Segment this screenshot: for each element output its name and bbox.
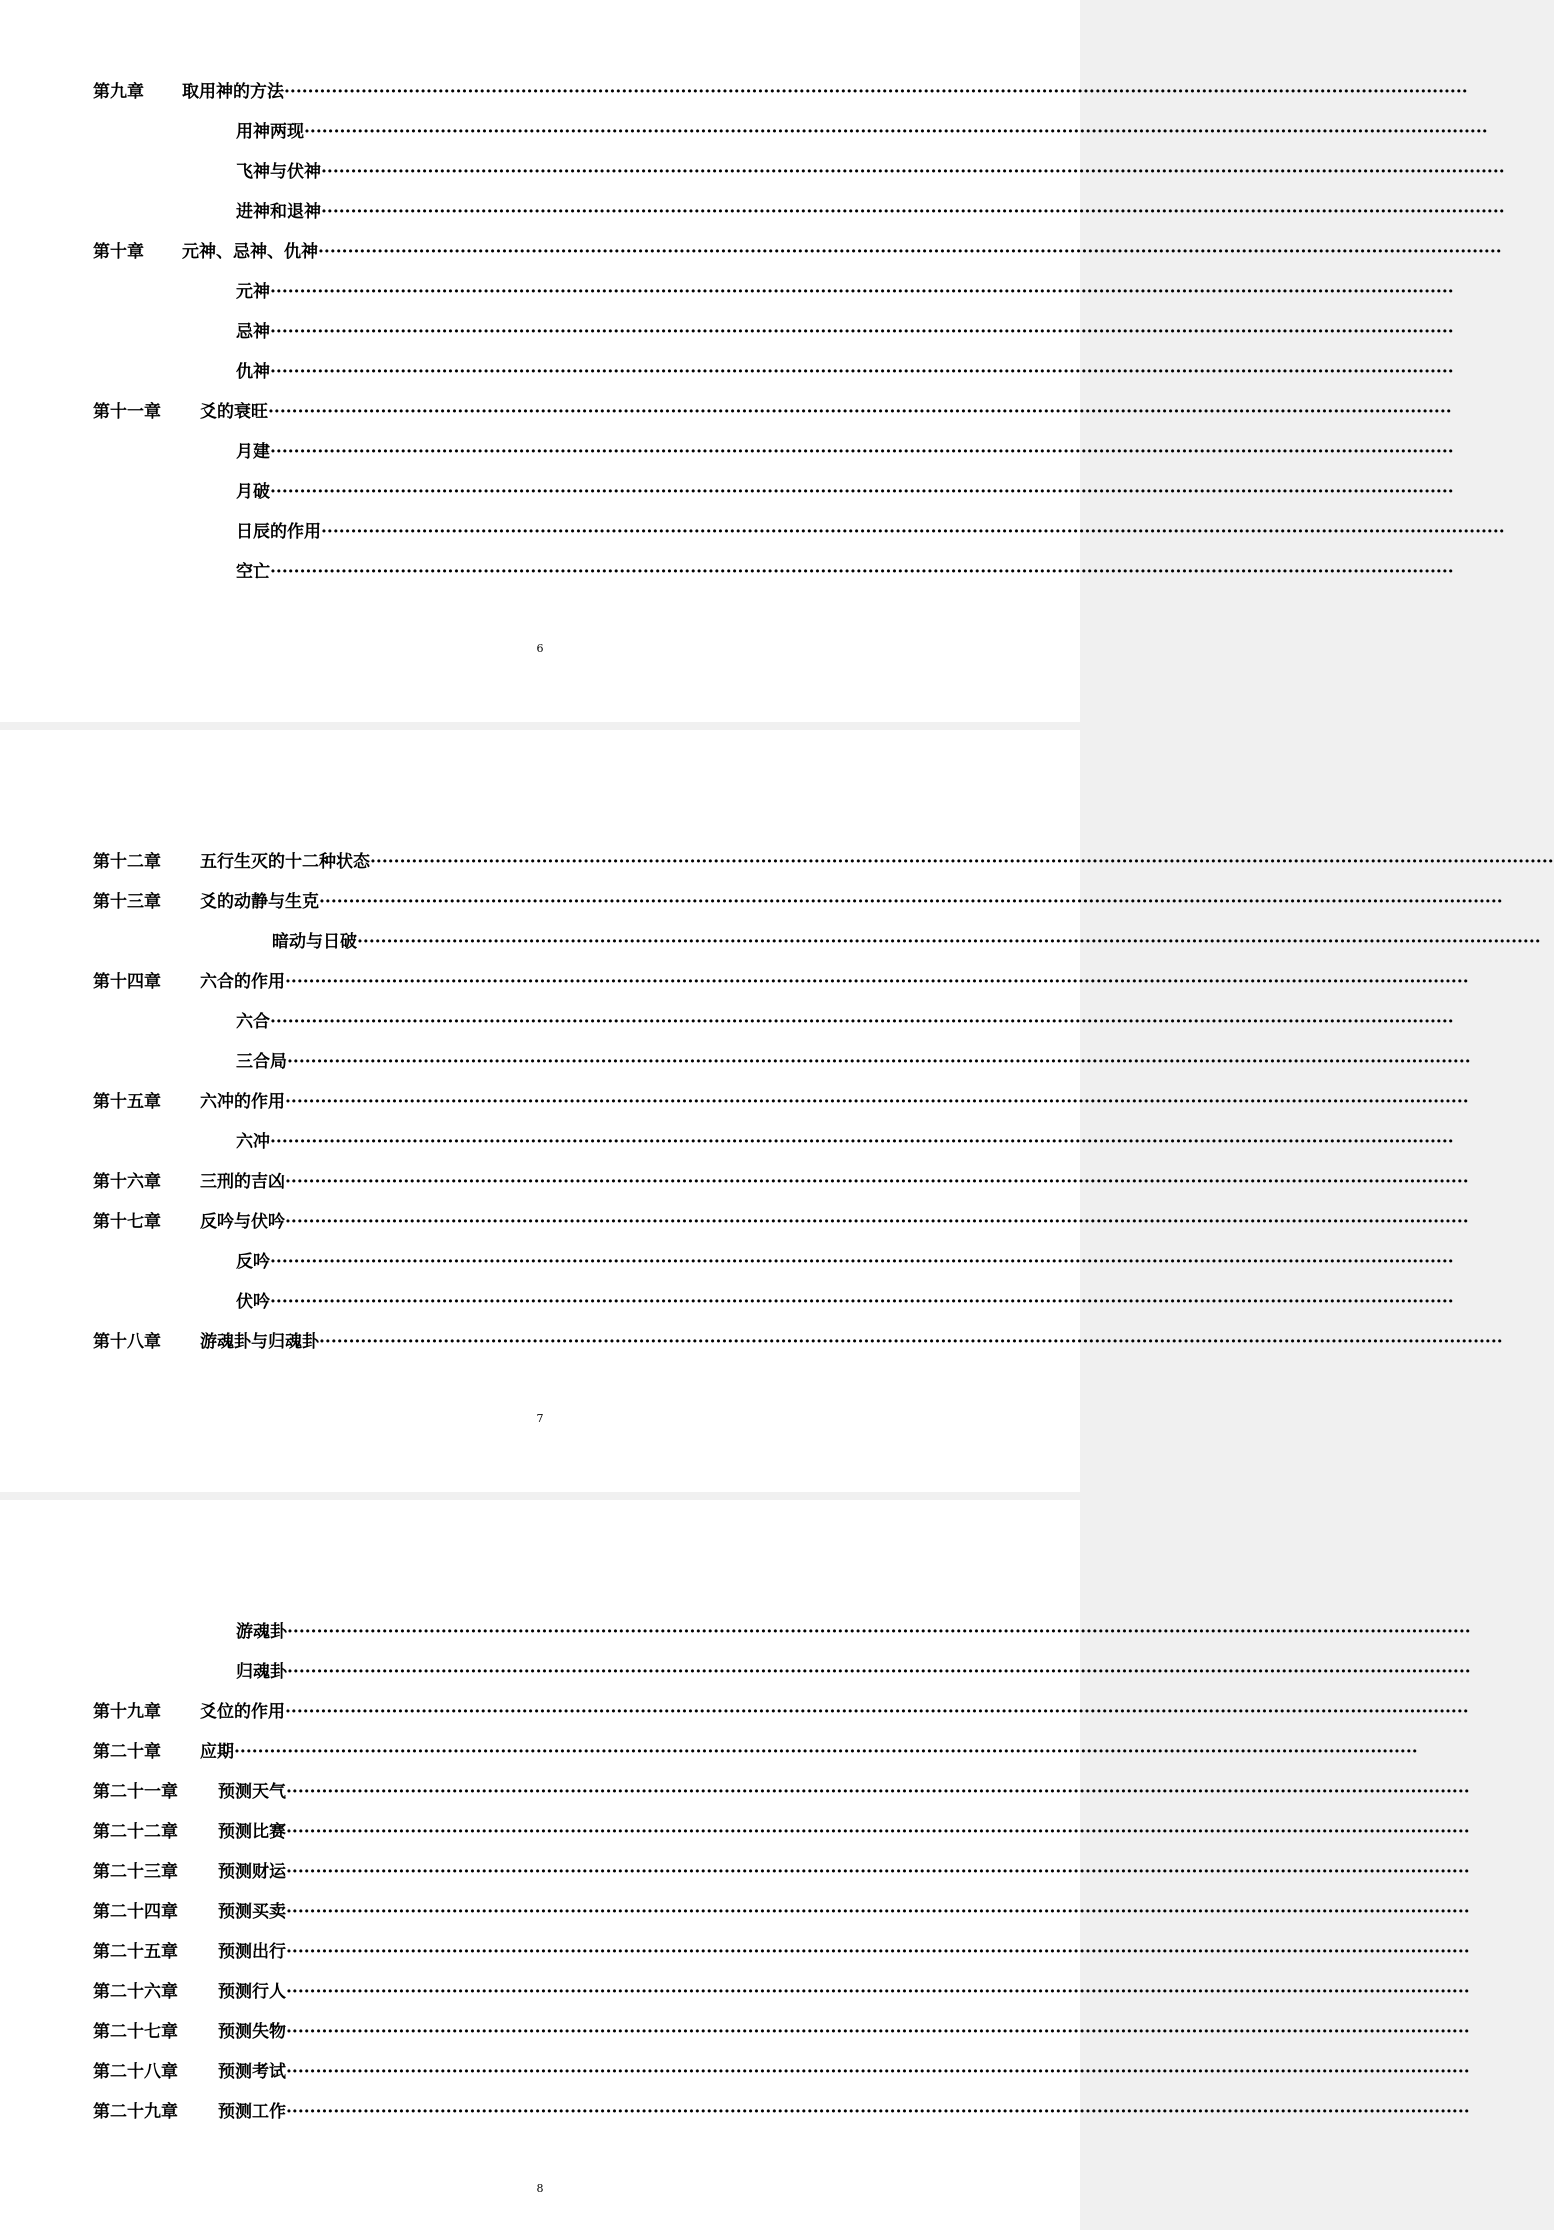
chapter-number: 第二十七章 <box>93 2022 178 2042</box>
leader-dots: ········································································································································································································ <box>286 2022 1470 2042</box>
section-title: 六冲 <box>236 1132 270 1152</box>
section-title: 暗动与日破 <box>272 932 357 952</box>
toc-entry-section[interactable] <box>236 1620 1471 1644</box>
toc-entry-chapter[interactable] <box>93 1980 1470 2004</box>
chapter-number: 第十二章 <box>93 852 161 872</box>
chapter-title: 爻位的作用 <box>200 1702 285 1722</box>
section-title: 飞神与伏神 <box>236 162 321 182</box>
chapter-title: 预测比赛 <box>218 1822 286 1842</box>
leader-dots: ········································································································································································································ <box>270 1252 1454 1272</box>
toc-entry-section[interactable] <box>236 1290 1454 1314</box>
toc-entry-chapter[interactable] <box>93 400 1452 424</box>
leader-dots: ········································································································································································································ <box>287 1662 1471 1682</box>
toc-entry-chapter[interactable] <box>93 2060 1470 2084</box>
section-title: 月建 <box>236 442 270 462</box>
leader-dots: ········································································································································································································ <box>284 82 1468 102</box>
leader-dots: ········································································································································································································ <box>285 1092 1469 1112</box>
chapter-title: 反吟与伏吟 <box>200 1212 285 1232</box>
leader-dots: ········································································································································································································ <box>285 1212 1469 1232</box>
chapter-title: 六冲的作用 <box>200 1092 285 1112</box>
toc-entry-chapter[interactable] <box>93 1780 1470 1804</box>
leader-dots: ········································································································································································································ <box>319 1332 1503 1352</box>
leader-dots: ········································································································································································································ <box>270 1012 1454 1032</box>
chapter-title: 六合的作用 <box>200 972 285 992</box>
toc-entry-chapter[interactable] <box>93 2100 1470 2124</box>
document-page <box>0 730 1554 1492</box>
leader-dots: ········································································································································································································ <box>286 2062 1470 2082</box>
toc-entry-chapter[interactable] <box>93 1740 1418 1764</box>
leader-dots: ········································································································································································································ <box>286 1982 1470 2002</box>
toc-entry-section[interactable] <box>236 480 1454 504</box>
toc-entry-section[interactable] <box>236 1250 1454 1274</box>
section-title: 忌神 <box>236 322 270 342</box>
section-title: 用神两现 <box>236 122 304 142</box>
chapter-number: 第十八章 <box>93 1332 161 1352</box>
leader-dots: ········································································································································································································ <box>370 852 1554 872</box>
toc-entry-section[interactable] <box>236 1010 1454 1034</box>
leader-dots: ········································································································································································································ <box>286 1822 1470 1842</box>
toc-entry-section[interactable] <box>236 1130 1454 1154</box>
chapter-number: 第二十二章 <box>93 1822 178 1842</box>
toc-entry-chapter[interactable] <box>93 970 1469 994</box>
toc-entry-section[interactable] <box>236 440 1454 464</box>
toc-entry-section[interactable] <box>236 280 1454 304</box>
toc-entry-section[interactable] <box>236 120 1488 144</box>
toc-entry-chapter[interactable] <box>93 1090 1469 1114</box>
leader-dots: ········································································································································································································ <box>286 2102 1470 2122</box>
chapter-number: 第十章 <box>93 242 144 262</box>
leader-dots: ········································································································································································································ <box>287 1622 1471 1642</box>
chapter-title: 预测财运 <box>218 1862 286 1882</box>
section-title: 伏吟 <box>236 1292 270 1312</box>
section-title: 仇神 <box>236 362 270 382</box>
chapter-number: 第二十三章 <box>93 1862 178 1882</box>
chapter-title: 元神、忌神、仇神 <box>182 242 318 262</box>
toc-entry-section[interactable] <box>236 1660 1471 1684</box>
toc-entry-chapter[interactable] <box>93 890 1503 914</box>
chapter-number: 第十一章 <box>93 402 161 422</box>
leader-dots: ········································································································································································································ <box>270 1132 1454 1152</box>
chapter-number: 第十七章 <box>93 1212 161 1232</box>
leader-dots: ········································································································································································································ <box>319 892 1503 912</box>
leader-dots: ········································································································································································································ <box>321 522 1505 542</box>
document-page <box>0 0 1505 722</box>
chapter-number: 第十三章 <box>93 892 161 912</box>
section-title: 归魂卦 <box>236 1662 287 1682</box>
leader-dots: ········································································································································································································ <box>268 402 1452 422</box>
section-title: 日辰的作用 <box>236 522 321 542</box>
toc-entry-chapter[interactable] <box>93 1330 1503 1354</box>
toc-entry-section[interactable] <box>236 200 1505 224</box>
leader-dots: ········································································································································································································ <box>286 1942 1470 1962</box>
chapter-title: 预测工作 <box>218 2102 286 2122</box>
toc-entry-section[interactable] <box>236 560 1454 584</box>
chapter-number: 第十九章 <box>93 1702 161 1722</box>
chapter-title: 预测买卖 <box>218 1902 286 1922</box>
chapter-number: 第二十章 <box>93 1742 161 1762</box>
section-title: 月破 <box>236 482 270 502</box>
leader-dots: ········································································································································································································ <box>270 282 1454 302</box>
leader-dots: ········································································································································································································ <box>321 162 1505 182</box>
chapter-number: 第九章 <box>93 82 144 102</box>
page-number: 7 <box>536 1412 544 1425</box>
chapter-title: 预测天气 <box>218 1782 286 1802</box>
section-title: 元神 <box>236 282 270 302</box>
toc-entry-section[interactable] <box>272 930 1541 954</box>
leader-dots: ········································································································································································································ <box>318 242 1502 262</box>
leader-dots: ········································································································································································································ <box>287 1052 1471 1072</box>
section-title: 游魂卦 <box>236 1622 287 1642</box>
leader-dots: ········································································································································································································ <box>270 1292 1454 1312</box>
toc-entry-chapter[interactable] <box>93 1700 1469 1724</box>
toc-entry-chapter[interactable] <box>93 850 1554 874</box>
chapter-title: 应期 <box>200 1742 234 1762</box>
toc-entry-section[interactable] <box>236 160 1505 184</box>
toc-entry-chapter[interactable] <box>93 1860 1470 1884</box>
toc-entry-chapter[interactable] <box>93 1900 1470 1924</box>
chapter-number: 第十五章 <box>93 1092 161 1112</box>
chapter-number: 第二十四章 <box>93 1902 178 1922</box>
chapter-title: 爻的动静与生克 <box>200 892 319 912</box>
toc-entry-chapter[interactable] <box>93 2020 1470 2044</box>
leader-dots: ········································································································································································································ <box>270 322 1454 342</box>
leader-dots: ········································································································································································································ <box>234 1742 1418 1762</box>
page-number: 6 <box>536 642 544 655</box>
chapter-title: 预测出行 <box>218 1942 286 1962</box>
leader-dots: ········································································································································································································ <box>286 1782 1470 1802</box>
toc-entry-chapter[interactable] <box>93 1820 1470 1844</box>
leader-dots: ········································································································································································································ <box>357 932 1541 952</box>
section-title: 进神和退神 <box>236 202 321 222</box>
chapter-number: 第二十八章 <box>93 2062 178 2082</box>
toc-entry-chapter[interactable] <box>93 240 1502 264</box>
section-title: 六合 <box>236 1012 270 1032</box>
section-title: 三合局 <box>236 1052 287 1072</box>
leader-dots: ········································································································································································································ <box>270 442 1454 462</box>
page-number: 8 <box>536 2182 544 2195</box>
chapter-number: 第十六章 <box>93 1172 161 1192</box>
chapter-title: 预测失物 <box>218 2022 286 2042</box>
leader-dots: ········································································································································································································ <box>285 1702 1469 1722</box>
toc-entry-section[interactable] <box>236 520 1505 544</box>
leader-dots: ········································································································································································································ <box>285 972 1469 992</box>
toc-entry-section[interactable] <box>236 320 1454 344</box>
chapter-title: 爻的衰旺 <box>200 402 268 422</box>
toc-entry-section[interactable] <box>236 360 1454 384</box>
leader-dots: ········································································································································································································ <box>286 1862 1470 1882</box>
chapter-number: 第二十六章 <box>93 1982 178 2002</box>
chapter-title: 预测行人 <box>218 1982 286 2002</box>
section-title: 空亡 <box>236 562 270 582</box>
chapter-title: 三刑的吉凶 <box>200 1172 285 1192</box>
leader-dots: ········································································································································································································ <box>285 1172 1469 1192</box>
chapter-number: 第十四章 <box>93 972 161 992</box>
chapter-number: 第二十五章 <box>93 1942 178 1962</box>
toc-entry-chapter[interactable] <box>93 80 1468 104</box>
chapter-number: 第二十一章 <box>93 1782 178 1802</box>
toc-entry-chapter[interactable] <box>93 1170 1469 1194</box>
document-page <box>0 1500 1471 2230</box>
leader-dots: ········································································································································································································ <box>270 482 1454 502</box>
chapter-title: 游魂卦与归魂卦 <box>200 1332 319 1352</box>
chapter-number: 第二十九章 <box>93 2102 178 2122</box>
chapter-title: 预测考试 <box>218 2062 286 2082</box>
chapter-title: 取用神的方法 <box>182 82 284 102</box>
section-title: 反吟 <box>236 1252 270 1272</box>
toc-entry-chapter[interactable] <box>93 1940 1470 1964</box>
toc-entry-chapter[interactable] <box>93 1210 1469 1234</box>
toc-entry-section[interactable] <box>236 1050 1471 1074</box>
leader-dots: ········································································································································································································ <box>270 562 1454 582</box>
chapter-title: 五行生灭的十二种状态 <box>200 852 370 872</box>
leader-dots: ········································································································································································································ <box>286 1902 1470 1922</box>
leader-dots: ········································································································································································································ <box>321 202 1505 222</box>
leader-dots: ········································································································································································································ <box>270 362 1454 382</box>
leader-dots: ········································································································································································································ <box>304 122 1488 142</box>
